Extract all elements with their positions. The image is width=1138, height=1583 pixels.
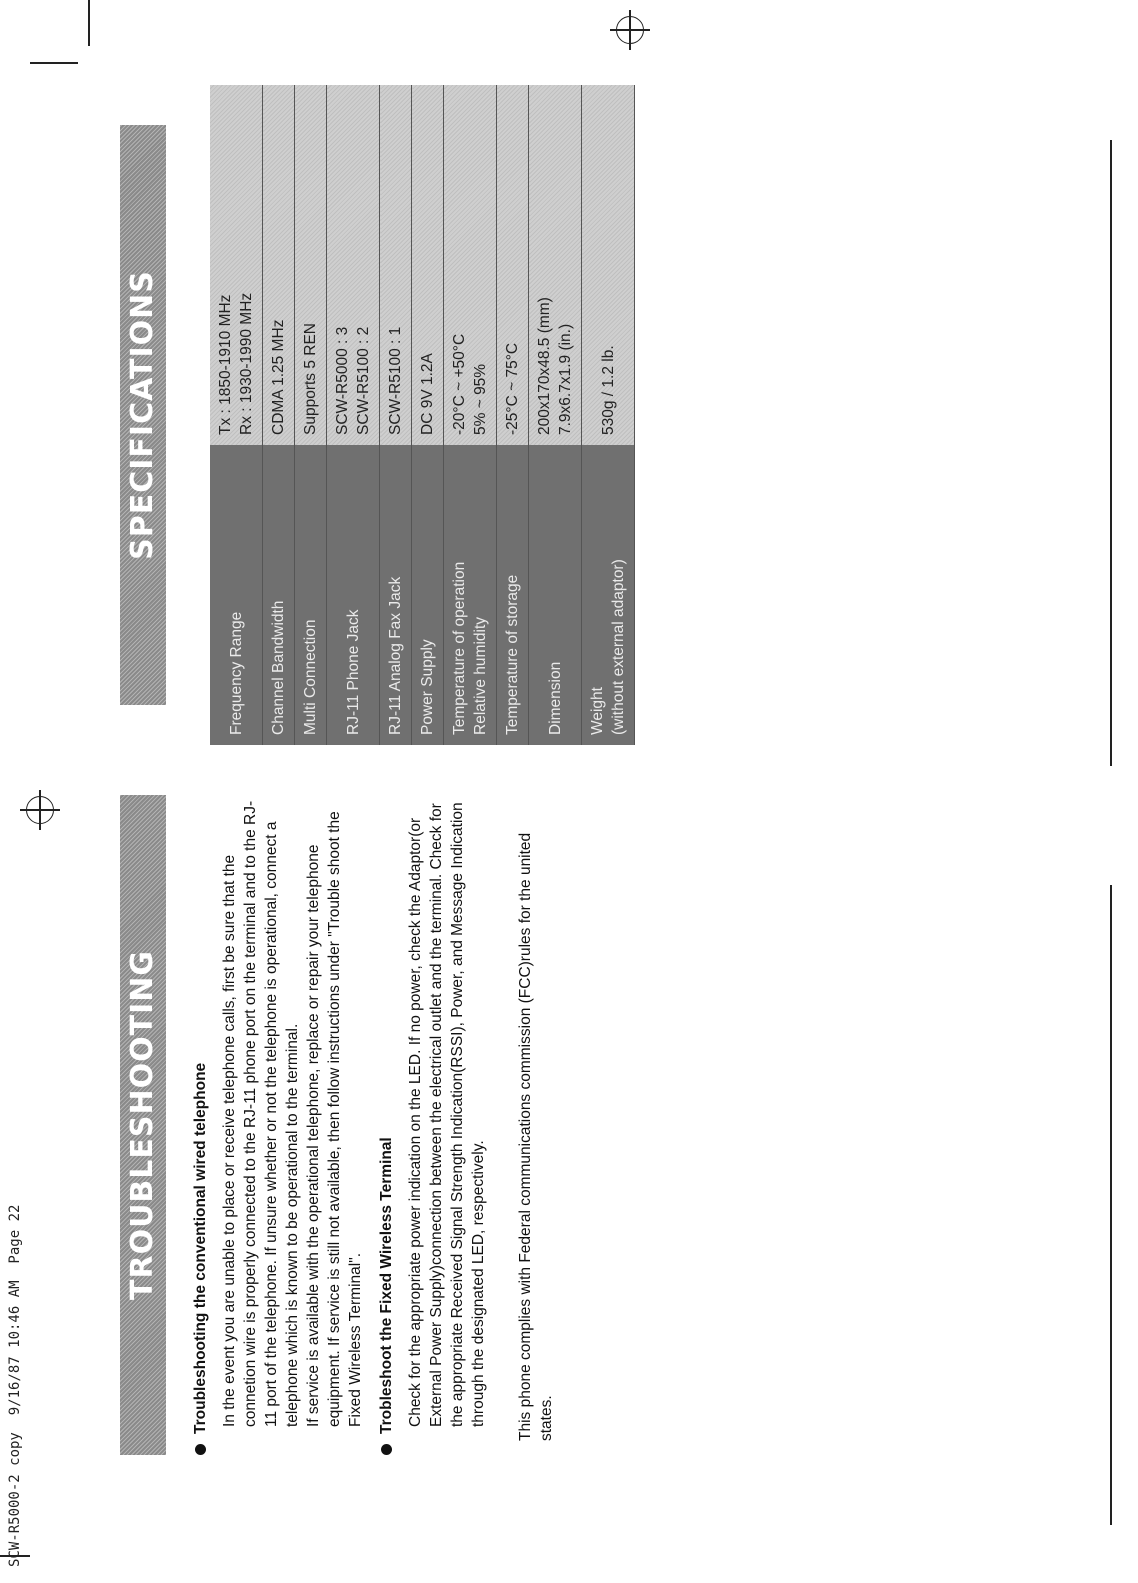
spec-value: SCW-R5000 : 3 SCW-R5100 : 2	[327, 85, 380, 445]
spec-label: Weight (without external adaptor)	[582, 445, 635, 745]
specifications-table	[210, 85, 635, 745]
spec-label: Temperature of operation Relative humidity	[444, 445, 497, 745]
crop-mark	[1110, 140, 1112, 766]
table-row	[327, 85, 380, 745]
table-row	[529, 85, 582, 745]
spec-label: Dimension	[529, 445, 582, 745]
section-heading	[190, 795, 211, 1455]
registration-mark	[610, 10, 650, 50]
spec-value: -20°C ~ +50°C 5% ~ 95%	[444, 85, 497, 445]
spec-label: Frequency Range	[210, 445, 263, 745]
fcc-note: This phone complies with Federal communications commission (FCC)rules for the united states.	[517, 832, 555, 1441]
bullet-icon	[195, 1444, 206, 1455]
spec-value: -25°C ~ 75°C	[497, 85, 529, 445]
spec-label: RJ-11 Phone Jack	[327, 445, 380, 745]
rotated-page	[40, 65, 1080, 1545]
section2-para1: Check for the appropriate power indication on the LED. If no power, check the Adaptor(or External Power Supply)connection between the electrical outlet and the terminal. Check for the appropriate Received Signal Strength Indication(RSSI), Power, and Message Indication through the designated LED, respectively.	[407, 802, 487, 1427]
table-row	[210, 85, 263, 745]
spec-label: Channel Bandwidth	[263, 445, 295, 745]
spec-value: 530g / 1.2 lb.	[582, 85, 635, 445]
spec-label: Multi Connection	[295, 445, 327, 745]
specifications-title: SPECIFICATIONS	[120, 125, 166, 705]
spec-value: Tx : 1850-1910 MHz Rx : 1930-1990 MHz	[210, 85, 263, 445]
section-heading	[376, 795, 397, 1455]
crop-mark	[1110, 885, 1112, 1525]
table-row	[412, 85, 444, 745]
print-header-stamp: SCW-R5000-2 copy 9/16/87 10:46 AM Page 22	[7, 1204, 23, 1567]
table-row	[497, 85, 529, 745]
crop-mark	[30, 62, 78, 64]
bullet-icon	[381, 1444, 392, 1455]
section1-para2: If service is available with the operational telephone, replace or repair your telephone equipment. If service is still not available, then follow instructions under "Trouble shoot the Fixed Wireless Terminal".	[305, 811, 364, 1427]
crop-mark	[88, 0, 90, 46]
section1-heading: Troubleshooting the conventional wired telephone	[192, 1062, 209, 1434]
section1-para1: In the event you are unable to place or receive telephone calls, first be sure that the connetion wire is properly connected to the RJ-11 phone port on the terminal and to the RJ-11 port of the telephone. If unsure whether or not the telephone is operational, connect a telephone which is known to be operational to the terminal.	[221, 800, 301, 1427]
section2-text	[405, 795, 489, 1427]
table-row	[444, 85, 497, 745]
spec-label: RJ-11 Analog Fax Jack	[380, 445, 412, 745]
section2-heading: Trobleshoot the Fixed Wireless Terminal	[378, 1137, 395, 1434]
spec-label: Temperature of storage	[497, 445, 529, 745]
table-row	[380, 85, 412, 745]
troubleshooting-body	[190, 795, 557, 1455]
table-row	[295, 85, 327, 745]
table-row	[263, 85, 295, 745]
spec-value: SCW-R5100 : 1	[380, 85, 412, 445]
section1-text	[219, 795, 366, 1427]
spec-value: DC 9V 1.2A	[412, 85, 444, 445]
spec-value: CDMA 1.25 MHz	[263, 85, 295, 445]
table-row	[582, 85, 635, 745]
spec-label: Power Supply	[412, 445, 444, 745]
spec-value: 200x170x48.5 (mm) 7.9x6.7x1.9 (in.)	[529, 85, 582, 445]
spec-value: Supports 5 REN	[295, 85, 327, 445]
troubleshooting-title: TROUBLESHOOTING	[120, 795, 166, 1455]
